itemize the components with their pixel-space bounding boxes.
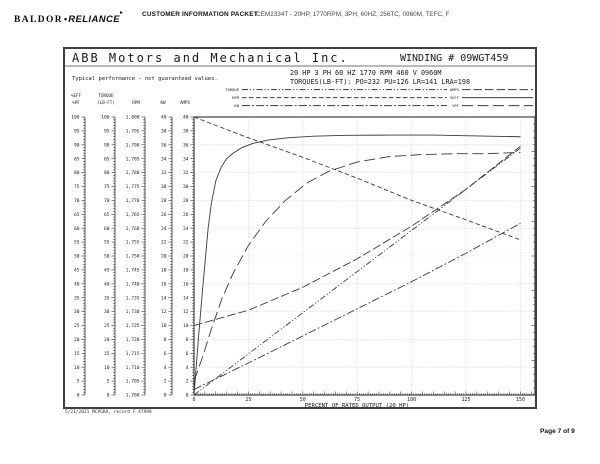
axis-tick-label-percent: 35 [73, 296, 80, 302]
x-tick-label: 50 [299, 397, 306, 403]
axis-tick-label-percent: 95 [73, 129, 80, 135]
axis-tick-label-kw: 34 [160, 157, 167, 163]
axis-tick-label-kw: 2 [163, 379, 167, 385]
x-tick-label: 100 [407, 397, 417, 403]
axis-tick-label-amps: 12 [182, 310, 189, 316]
x-tick-label: 0 [192, 397, 196, 403]
axis-tick-label-rpm: 1,710 [125, 365, 140, 371]
axis-tick-label-rpm: 1,775 [125, 185, 140, 191]
axis-tick-label-rpm: 1,770 [125, 199, 140, 204]
axis-tick-label-percent: 0 [76, 393, 80, 399]
axis-tick-label-kw: 10 [160, 324, 167, 330]
legend-label-RPM: RPM [232, 95, 239, 100]
axis-tick-label-kw: 40 [160, 115, 167, 121]
logo-baldor-text: BALDOR [14, 15, 64, 25]
axis-tick-label-kw: 18 [160, 268, 167, 274]
axis-tick-label-percent: 50 [73, 254, 80, 260]
page-number: Page 7 of 9 [540, 428, 575, 435]
axis-tick-label-kw: 14 [160, 296, 167, 302]
plot-revision-code: 5/21/2021 MCPGRA, record F 47998 [65, 410, 152, 415]
chart-graphics [71, 87, 535, 403]
axis-tick-label-amps: 4 [185, 365, 189, 371]
axis-tick-label-percent: 85 [73, 157, 80, 163]
axis-tick-label-rpm: 1,700 [125, 393, 140, 399]
axis-tick-label-kw: 12 [160, 310, 167, 316]
legend-label-KW: KW [234, 103, 239, 108]
axis-tick-label-rpm: 1,730 [125, 310, 140, 316]
x-axis-title: PERCENT OF RATED OUTPUT (20 HP) [304, 403, 410, 407]
axis-tick-label-percent: 15 [73, 351, 80, 357]
x-tick-label: 150 [515, 397, 525, 403]
axis-tick-label-rpm: 1,725 [125, 324, 140, 330]
axis-tick-label-percent: 80 [73, 171, 80, 177]
company-title: ABB Motors and Mechanical Inc. [72, 51, 349, 65]
torques-line: TORQUES(LB-FT): PO=232 PU=126 LR=141 LRA=198 [290, 78, 471, 86]
axis-tick-label-kw: 8 [163, 338, 167, 343]
axis-tick-label-torque: 25 [103, 324, 110, 330]
axis-tick-label-rpm: 1,705 [125, 379, 140, 385]
performance-sheet [63, 47, 537, 409]
axis-tick-label-torque: 75 [103, 185, 110, 191]
logo-trademark-icon: ▸ [119, 10, 123, 16]
axis-tick-label-percent: 60 [73, 226, 80, 232]
axis-tick-label-rpm: 1,740 [125, 282, 140, 288]
axis-tick-label-amps: 28 [182, 199, 189, 204]
axis-tick-label-amps: 16 [182, 282, 189, 288]
axis-tick-label-percent: 20 [73, 338, 80, 343]
axis-tick-label-torque: 85 [103, 157, 110, 163]
axis-tick-label-amps: 2 [185, 379, 189, 385]
axis-tick-label-percent: 10 [73, 365, 80, 371]
axis-tick-label-kw: 38 [160, 129, 167, 135]
axis-tick-label-amps: 40 [182, 115, 189, 121]
axis-tick-label-rpm: 1,785 [125, 157, 140, 163]
catalog-number-description: CEM2334T - 20HP, 1770RPM, 3PH, 60HZ, 256TC, 0960M, TEFC, F [256, 11, 450, 18]
axis-tick-label-rpm: 1,720 [125, 338, 140, 343]
axis-tick-label-percent: 5 [76, 379, 80, 385]
axis-tick-label-amps: 32 [182, 171, 189, 177]
axis-tick-label-torque: 90 [103, 143, 110, 149]
winding-number: WINDING # 09WGT459 [400, 53, 509, 64]
axis-tick-label-rpm: 1,750 [125, 254, 140, 260]
axis-tick-label-kw: 26 [160, 212, 167, 218]
x-tick-label: 75 [354, 397, 361, 403]
axis-header: TORQUE [98, 93, 114, 98]
axis-tick-label-torque: 10 [103, 365, 110, 371]
axis-tick-label-percent: 75 [73, 185, 80, 191]
axis-tick-label-torque: 60 [103, 226, 110, 232]
legend-label-PF: %PF [452, 103, 459, 108]
axis-tick-label-torque: 50 [103, 254, 110, 260]
axis-tick-label-percent: 90 [73, 143, 80, 149]
axis-tick-label-torque: 80 [103, 171, 110, 177]
axis-tick-label-amps: 36 [182, 143, 189, 149]
axis-tick-label-rpm: 1,715 [125, 351, 140, 357]
axis-header: AMPS [179, 100, 191, 105]
axis-tick-label-torque: 5 [106, 379, 110, 385]
baldor-reliance-logo [14, 9, 123, 27]
axis-tick-label-kw: 6 [163, 351, 167, 357]
axis-tick-label-percent: 100 [71, 115, 80, 121]
axis-tick-label-torque: 70 [103, 199, 110, 204]
axis-tick-label-kw: 28 [160, 199, 167, 204]
axis-tick-label-amps: 26 [182, 212, 189, 218]
axis-tick-label-amps: 0 [185, 393, 189, 399]
axis-tick-label-amps: 20 [182, 254, 189, 260]
logo-reliance-text: RELIANCE [68, 14, 120, 25]
logo-dot: • [64, 14, 68, 24]
axis-tick-label-amps: 18 [182, 268, 189, 274]
axis-header: RPM [132, 100, 140, 105]
axis-tick-label-torque: 35 [103, 296, 110, 302]
axis-tick-label-percent: 65 [73, 212, 80, 218]
axis-tick-label-amps: 30 [182, 185, 189, 191]
axis-tick-label-kw: 20 [160, 254, 167, 260]
axis-tick-label-amps: 22 [182, 240, 189, 246]
axis-tick-label-torque: 65 [103, 212, 110, 218]
axis-tick-label-percent: 70 [73, 199, 80, 204]
document-header-bar [0, 0, 600, 30]
x-tick-label: 125 [461, 397, 471, 403]
axis-tick-label-rpm: 1,745 [125, 268, 140, 274]
axis-tick-label-amps: 6 [185, 351, 189, 357]
axis-tick-label-rpm: 1,800 [125, 115, 140, 121]
axis-tick-label-kw: 0 [163, 393, 167, 399]
axis-tick-label-kw: 16 [160, 282, 167, 288]
axis-header: KW [160, 100, 166, 105]
axis-tick-label-torque: 40 [103, 282, 110, 288]
axis-tick-label-kw: 24 [160, 226, 167, 232]
axis-tick-label-rpm: 1,735 [125, 296, 140, 302]
axis-tick-label-torque: 45 [103, 268, 110, 274]
axis-tick-label-percent: 40 [73, 282, 80, 288]
axis-tick-label-torque: 55 [103, 240, 110, 246]
axis-tick-label-torque: 100 [101, 115, 110, 121]
axis-tick-label-percent: 30 [73, 310, 80, 316]
axis-tick-label-kw: 30 [160, 185, 167, 191]
axis-tick-label-amps: 14 [182, 296, 189, 302]
axis-tick-label-rpm: 1,790 [125, 143, 140, 149]
axis-header: (LB-FT) [97, 100, 115, 105]
axis-tick-label-rpm: 1,795 [125, 129, 140, 135]
axis-tick-label-rpm: 1,755 [125, 240, 140, 246]
axis-tick-label-percent: 45 [73, 268, 80, 274]
axis-tick-label-amps: 38 [182, 129, 189, 135]
rating-line: 20 HP 3 PH 60 HZ 1770 RPM 460 V 0960M [290, 69, 442, 77]
axis-tick-label-amps: 10 [182, 324, 189, 330]
legend-label-AMPS: AMPS [449, 87, 459, 92]
axis-tick-label-rpm: 1,760 [125, 226, 140, 232]
axis-tick-label-rpm: 1,780 [125, 171, 140, 177]
disclaimer-text: Typical performance - not guaranteed values. [72, 76, 218, 82]
axis-tick-label-rpm: 1,765 [125, 212, 140, 218]
axis-tick-label-percent: 25 [73, 324, 80, 330]
x-tick-label: 25 [245, 397, 252, 403]
axis-tick-label-torque: 20 [103, 338, 110, 343]
axis-header: %PF [72, 100, 80, 105]
axis-tick-label-torque: 15 [103, 351, 110, 357]
performance-chart-svg [65, 49, 535, 407]
axis-tick-label-kw: 4 [163, 365, 167, 371]
axis-tick-label-kw: 32 [160, 171, 167, 177]
axis-tick-label-torque: 0 [106, 393, 110, 399]
axis-tick-label-torque: 30 [103, 310, 110, 316]
axis-tick-label-amps: 34 [182, 157, 189, 163]
axis-tick-label-amps: 24 [182, 226, 189, 232]
axis-tick-label-amps: 8 [185, 338, 189, 343]
legend-label-TORQUE: TORQUE [225, 87, 239, 92]
axis-tick-label-kw: 22 [160, 240, 167, 246]
axis-tick-label-torque: 95 [103, 129, 110, 135]
axis-tick-label-percent: 55 [73, 240, 80, 246]
axis-header: %EFF [70, 93, 82, 98]
legend-label-EFF: %EFF [449, 95, 459, 100]
axis-tick-label-kw: 36 [160, 143, 167, 149]
customer-information-packet-label: CUSTOMER INFORMATION PACKET [142, 11, 258, 18]
